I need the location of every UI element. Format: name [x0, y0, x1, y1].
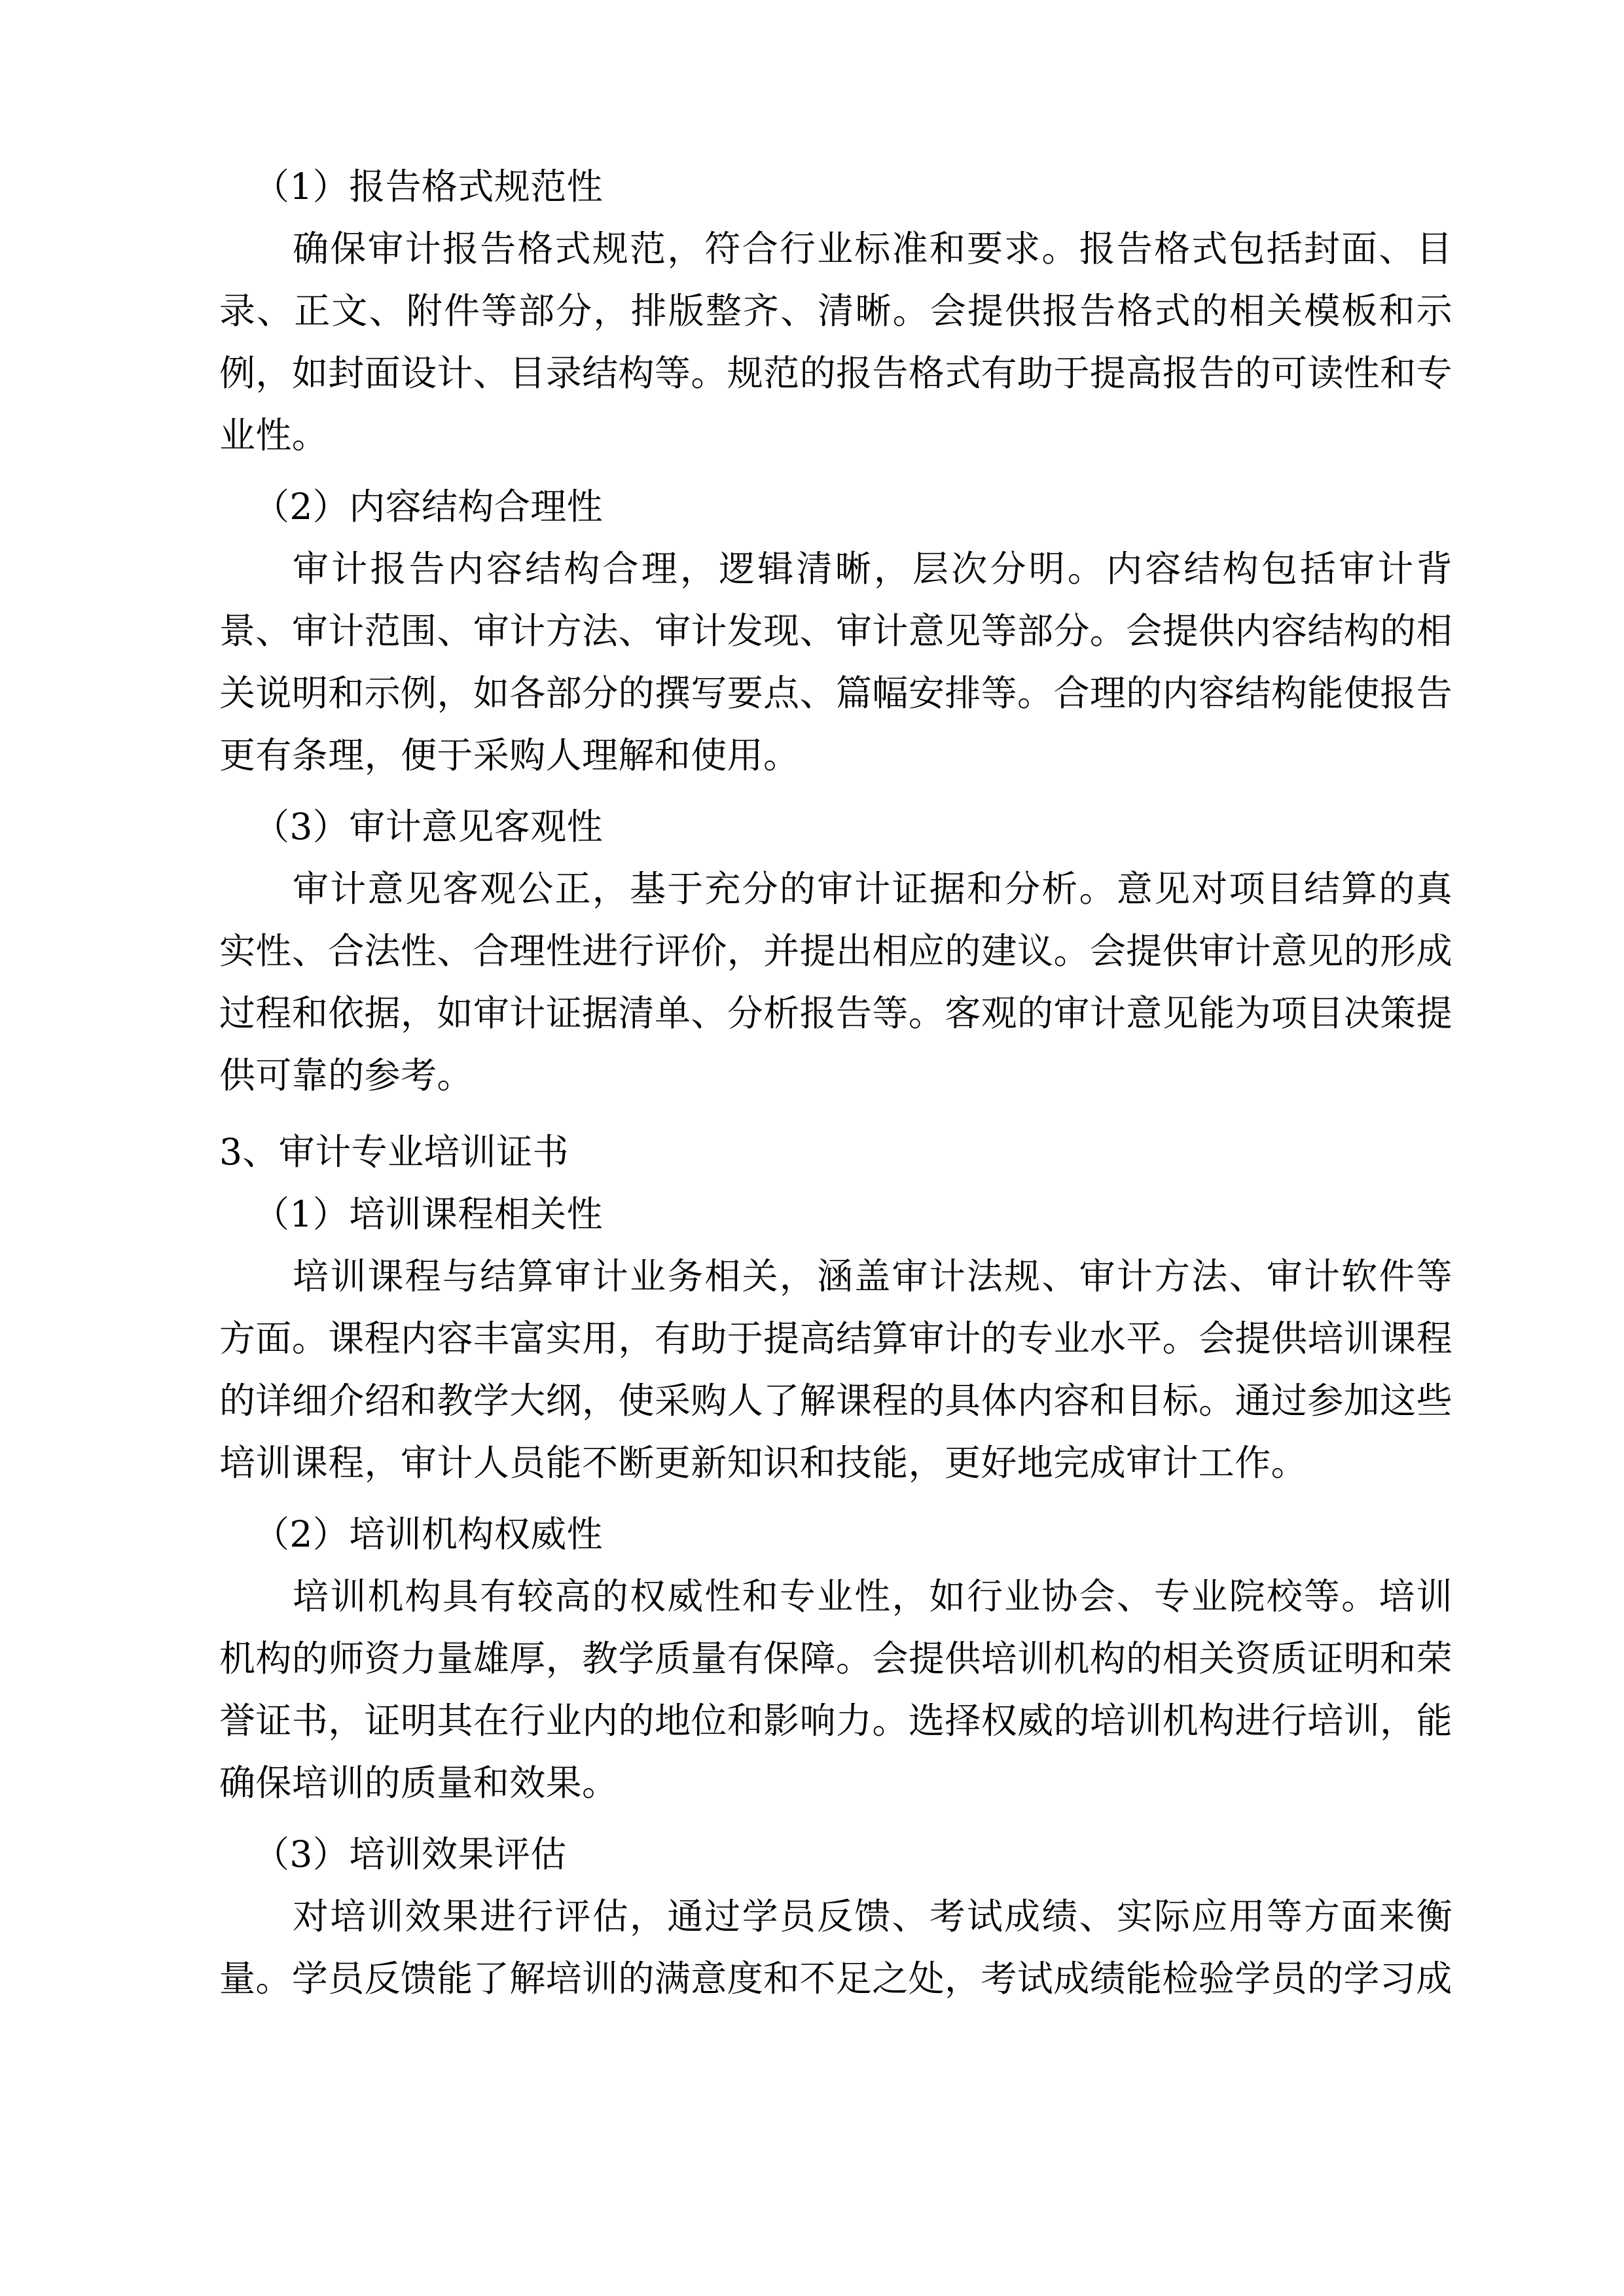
subsection-body-effect-evaluation: 对培训效果进行评估，通过学员反馈、考试成绩、实际应用等方面来衡量。学员反馈能了解培训的满意度和不足之处，考试成绩能检验学员的学习成 — [219, 1895, 1453, 2000]
subsection-heading-content-structure: （2）内容结构合理性 — [253, 486, 603, 528]
subsection-body-institution-authority: 培训机构具有较高的权威性和专业性，如行业协会、专业院校等。培训机构的师资力量雄厚，教学质量有保障。会提供培训机构的相关资质证明和荣誉证书，证明其在行业内的地位和影响力。选择权威的培训机构进行培训，能确保培训的质量和效果。 — [219, 1575, 1453, 1804]
subsection-body-content-structure: 审计报告内容结构合理，逻辑清晰，层次分明。内容结构包括审计背景、审计范围、审计方法、审计发现、审计意见等部分。会提供内容结构的相关说明和示例，如各部分的撰写要点、篇幅安排等。合理的内容结构能使报告更有条理，便于采购人理解和使用。 — [219, 548, 1453, 776]
section-spacer — [219, 1107, 1453, 1121]
subsection-effect-evaluation — [219, 1823, 1453, 2010]
subsection-heading-institution-authority: （2）培训机构权威性 — [253, 1513, 603, 1555]
document-body — [219, 156, 1453, 2010]
subsection-heading-course-relevance: （1）培训课程相关性 — [253, 1193, 603, 1235]
paragraph-spacer — [219, 467, 1453, 476]
subsection-body-course-relevance: 培训课程与结算审计业务相关，涵盖审计法规、审计方法、审计软件等方面。课程内容丰富实用，有助于提高结算审计的专业水平。会提供培训课程的详细介绍和教学大纲，使采购人了解课程的具体内容和目标。通过参加这些培训课程，审计人员能不断更新知识和技能，更好地完成审计工作。 — [219, 1255, 1453, 1484]
paragraph-spacer — [219, 787, 1453, 796]
paragraph-spacer — [219, 1494, 1453, 1503]
subsection-body-audit-opinion: 审计意见客观公正，基于充分的审计证据和分析。意见对项目结算的真实性、合法性、合理性进行评价，并提出相应的建议。会提供审计意见的形成过程和依据，如审计证据清单、分析报告等。客观的审计意见能为项目决策提供可靠的参考。 — [219, 868, 1453, 1096]
subsection-heading-effect-evaluation: （3）培训效果评估 — [253, 1833, 567, 1875]
subsection-content-structure — [219, 476, 1453, 787]
paragraph-spacer — [219, 1814, 1453, 1823]
subsection-heading-report-format: （1）报告格式规范性 — [253, 166, 603, 207]
subsection-audit-opinion — [219, 796, 1453, 1107]
subsection-report-format — [219, 156, 1453, 467]
subsection-institution-authority — [219, 1503, 1453, 1814]
subsection-body-report-format: 确保审计报告格式规范，符合行业标准和要求。报告格式包括封面、目录、正文、附件等部分，排版整齐、清晰。会提供报告格式的相关模板和示例，如封面设计、目录结构等。规范的报告格式有助于提高报告的可读性和专业性。 — [219, 228, 1453, 456]
subsection-course-relevance — [219, 1183, 1453, 1494]
section-heading-training-certificate: 3、审计专业培训证书 — [219, 1131, 569, 1173]
subsection-heading-audit-opinion: （3）审计意见客观性 — [253, 806, 603, 848]
